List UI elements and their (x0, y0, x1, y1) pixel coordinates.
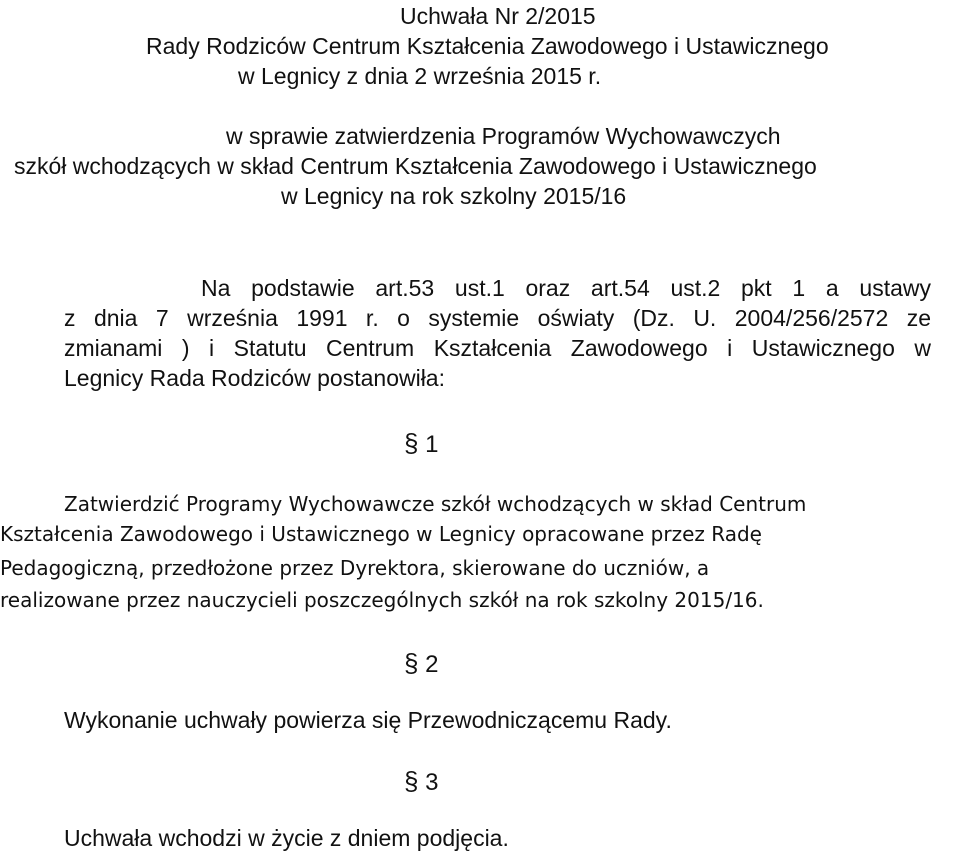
subject-line-1: w sprawie zatwierdzenia Programów Wychowawczych (226, 123, 781, 149)
section-1-heading (404, 428, 439, 460)
section-1-line-4: realizowane przez nauczycieli poszczególnych szkół na rok szkolny 2015/16. (0, 588, 764, 612)
resolution-title: Uchwała Nr 2/2015 (400, 3, 596, 29)
resolution-body-name: Rady Rodziców Centrum Kształcenia Zawodowego i Ustawicznego (146, 33, 829, 59)
section-1-line-2: Kształcenia Zawodowego i Ustawicznego w Legnicy opracowane przez Radę (0, 522, 762, 546)
section-3-heading (404, 766, 439, 798)
section-3-text: Uchwała wchodzi w życie z dniem podjęcia. (64, 825, 509, 851)
section-1-number: 1 (425, 431, 439, 458)
preamble-line-3: zmianami ) i Statutu Centrum Kształcenia Zawodowego i Ustawicznego w (64, 335, 931, 361)
subject-line-3: w Legnicy na rok szkolny 2015/16 (281, 183, 627, 209)
preamble-line-4: Legnicy Rada Rodziców postanowiła: (64, 365, 445, 391)
section-1-line-1: Zatwierdzić Programy Wychowawcze szkół wchodzących w skład Centrum (64, 492, 807, 516)
section-3-number: 3 (425, 769, 439, 796)
paragraph-symbol-icon: § (404, 648, 419, 678)
section-2-number: 2 (425, 651, 439, 678)
paragraph-symbol-icon: § (404, 428, 419, 458)
subject-line-2: szkół wchodzących w skład Centrum Kształcenia Zawodowego i Ustawicznego (14, 153, 817, 179)
paragraph-symbol-icon: § (404, 766, 419, 796)
section-1-line-3: Pedagogiczną, przedłożone przez Dyrektora, skierowane do uczniów, a (0, 556, 710, 580)
section-2-text: Wykonanie uchwały powierza się Przewodniczącemu Rady. (64, 707, 672, 733)
section-2-heading (404, 648, 439, 680)
preamble-line-1: Na podstawie art.53 ust.1 oraz art.54 ust.2 pkt 1 a ustawy (201, 275, 931, 301)
preamble-paragraph (64, 274, 931, 392)
preamble-line-2: z dnia 7 września 1991 r. o systemie oświaty (Dz. U. 2004/256/2572 ze (64, 305, 931, 331)
resolution-date: w Legnicy z dnia 2 września 2015 r. (238, 63, 602, 89)
